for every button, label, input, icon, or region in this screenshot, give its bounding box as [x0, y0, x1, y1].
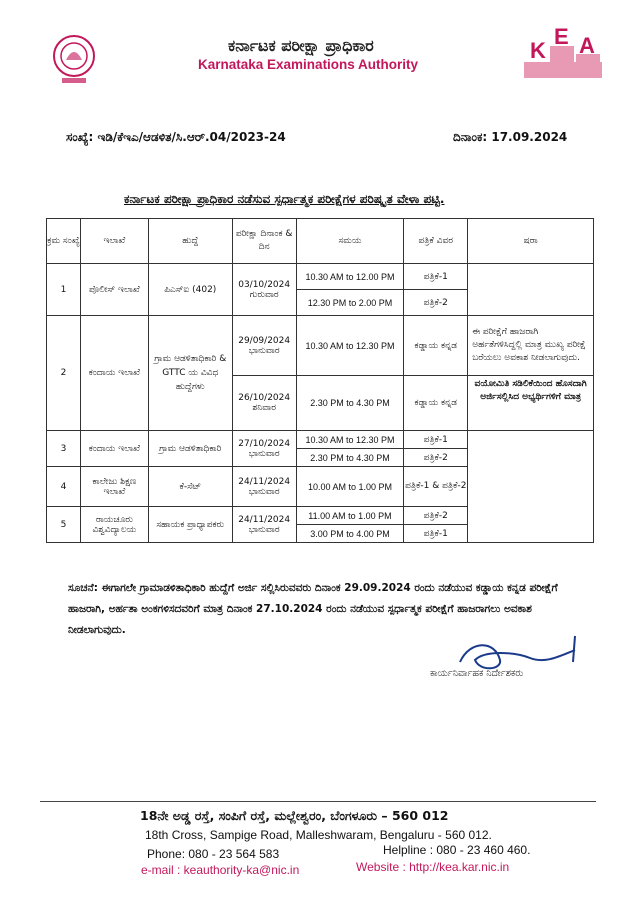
- cell-department: ಪೊಲೀಸ್ ಇಲಾಖೆ: [80, 264, 148, 316]
- cell-time: 11.00 AM to 1.00 PM: [296, 507, 404, 525]
- footer-divider: [40, 801, 596, 802]
- cell-serial: 4: [47, 467, 81, 507]
- notice-text: ಈಗಾಗಲೇ ಗ್ರಾಮಾಡಳಿತಾಧಿಕಾರಿ ಹುದ್ದೆಗೆ ಅರ್ಜಿ ಸಲ್ಲಿಸಿರುವವರು ದಿನಾಂಕ 29.09.2024 ರಂದು ನಡೆಯುವ ಕಡ್ಡಾಯ ಕನ್ನಡ ಪರೀಕ್ಷೆಗೆ ಹಾಜರಾಗಿ, ಅರ್ಹತಾ ಅಂಕಗಳಿಸದವರಿಗೆ ಮಾತ್ರ ದಿನಾಂಕ 27.10.2024 ರಂದು ನಡೆಯುವ ಸ್ಪರ್ಧಾತ್ಮಕ ಪರೀಕ್ಷೆಗೆ ಹಾಜರಾಗಲು ಅವಕಾಶ ನೀಡಲಾಗುವುದು.: [68, 582, 558, 636]
- cell-time: 10.00 AM to 1.00 PM: [296, 467, 404, 507]
- karnataka-emblem-icon: [50, 30, 98, 86]
- cell-serial: 5: [47, 507, 81, 543]
- footer-address-english: 18th Cross, Sampige Road, Malleshwaram, Bengaluru - 560 012.: [145, 828, 492, 842]
- footer-email-link[interactable]: e-mail : keauthority-ka@nic.in: [141, 863, 300, 877]
- reference-number: ಸಂಖ್ಯೆ: ಇಡಿ/ಕೆಇಎ/ಆಡಳಿತ/ಸಿ.ಆರ್.04/2023-24: [66, 130, 286, 144]
- cell-post: ಗ್ರಾಮ ಆಡಳಿತಾಧಿಕಾರಿ & GTTC ಯ ವಿವಿಧ ಹುದ್ದೆಗಳು: [148, 316, 232, 431]
- cell-post: ಪಿಎಸ್ಐ (402): [148, 264, 232, 316]
- cell-remarks: [468, 264, 594, 316]
- notice-label: ಸೂಚನೆ:: [68, 582, 98, 594]
- cell-serial: 3: [47, 431, 81, 467]
- cell-time: 10.30 AM to 12.00 PM: [296, 264, 404, 290]
- cell-paper: ಪತ್ರಿಕೆ-1: [404, 525, 468, 543]
- table-row: [47, 431, 594, 449]
- cell-department: ಕಂದಾಯ ಇಲಾಖೆ: [80, 431, 148, 467]
- cell-exam-date: [232, 507, 296, 543]
- cell-exam-date: [232, 431, 296, 467]
- cell-post: ಕೆ-ಸೆಟ್: [148, 467, 232, 507]
- cell-time: 12.30 PM to 2.00 PM: [296, 290, 404, 316]
- kea-logo-icon: [524, 24, 602, 82]
- cell-paper: ಪತ್ರಿಕೆ-2: [404, 449, 468, 467]
- svg-text:E: E: [554, 24, 569, 49]
- cell-paper: ಪತ್ರಿಕೆ-1: [404, 264, 468, 290]
- table-header-row: [47, 219, 594, 264]
- header-post: ಹುದ್ದೆ: [148, 219, 232, 264]
- cell-serial: 1: [47, 264, 81, 316]
- schedule-heading: ಕರ್ನಾಟಕ ಪರೀಕ್ಷಾ ಪ್ರಾಧಿಕಾರ ನಡೆಸುವ ಸ್ಪರ್ಧಾತ್ಮಕ ಪರೀಕ್ಷೆಗಳ ಪರಿಷ್ಕೃತ ವೇಳಾ ಪಟ್ಟಿ.: [124, 192, 445, 206]
- exam-date: 24/11/2024: [238, 476, 291, 487]
- header-serial: ಕ್ರಮ ಸಂಖ್ಯೆ: [47, 219, 81, 264]
- cell-post: ಸಹಾಯಕ ಪ್ರಾಧ್ಯಾಪಕರು: [148, 507, 232, 543]
- cell-paper: ಕಡ್ಡಾಯ ಕನ್ನಡ: [404, 316, 468, 376]
- cell-time: 2.30 PM to 4.30 PM: [296, 376, 404, 431]
- page-title-english: Karnataka Examinations Authority: [198, 57, 419, 72]
- cell-remarks: ವಯೋಮಿತಿ ಸಡಿಲಿಕೆಯಿಂದ ಹೊಸದಾಗಿ ಅರ್ಜಿಸಲ್ಲಿಸಿದ ಅಭ್ಯರ್ಥಿಗಳಿಗೆ ಮಾತ್ರ: [468, 376, 594, 431]
- cell-time: 2.30 PM to 4.30 PM: [296, 449, 404, 467]
- exam-day: ಶನಿವಾರ: [252, 403, 276, 413]
- cell-exam-date: [232, 316, 296, 376]
- svg-text:A: A: [579, 33, 595, 58]
- header-remarks: ಷರಾ: [468, 219, 594, 264]
- page-title-kannada: ಕರ್ನಾಟಕ ಪರೀಕ್ಷಾ ಪ್ರಾಧಿಕಾರ: [228, 36, 374, 55]
- cell-department: ರಾಯಚೂರು ವಿಶ್ವವಿದ್ಯಾಲಯ: [80, 507, 148, 543]
- exam-date: 27/10/2024: [238, 438, 291, 449]
- table-row: [47, 264, 594, 290]
- header-paper: ಪತ್ರಿಕೆ ವಿವರ: [404, 219, 468, 264]
- exam-date: 29/09/2024: [238, 335, 291, 346]
- exam-day: ಭಾನುವಾರ: [248, 345, 280, 356]
- footer-website-link[interactable]: Website : http://kea.kar.nic.in: [356, 860, 510, 874]
- cell-time: 3.00 PM to 4.00 PM: [296, 525, 404, 543]
- signatory-title: ಕಾರ್ಯನಿರ್ವಾಹಕ ನಿರ್ದೇಶಕರು: [430, 668, 524, 679]
- cell-exam-date: [232, 376, 296, 431]
- cell-serial: 2: [47, 316, 81, 431]
- cell-paper: ಪತ್ರಿಕೆ-1 & ಪತ್ರಿಕೆ-2: [404, 467, 468, 507]
- cell-remarks: [468, 431, 594, 543]
- cell-department: ಕಾಲೇಜು ಶಿಕ್ಷಣ ಇಲಾಖೆ: [80, 467, 148, 507]
- cell-exam-date: [232, 264, 296, 316]
- exam-day: ಭಾನುವಾರ: [248, 486, 280, 497]
- header-exam-date: ಪರೀಕ್ಷಾ ದಿನಾಂಕ & ದಿನ: [232, 219, 296, 264]
- document-date: ದಿನಾಂಕ: 17.09.2024: [453, 130, 568, 144]
- cell-paper: ಪತ್ರಿಕೆ-2: [404, 290, 468, 316]
- exam-date: 24/11/2024: [238, 514, 291, 525]
- exam-schedule-table: [46, 218, 594, 543]
- cell-paper: ಕಡ್ಡಾಯ ಕನ್ನಡ: [404, 376, 468, 431]
- exam-day: ಭಾನುವಾರ: [248, 524, 280, 535]
- cell-time: 10.30 AM to 12.30 PM: [296, 316, 404, 376]
- cell-post: ಗ್ರಾಮ ಆಡಳಿತಾಧಿಕಾರಿ: [148, 431, 232, 467]
- footer-address-kannada: 18ನೇ ಅಡ್ಡ ರಸ್ತೆ, ಸಂಪಿಗೆ ರಸ್ತೆ, ಮಲ್ಲೇಶ್ವರಂ, ಬೆಂಗಳೂರು – 560 012: [140, 808, 449, 823]
- svg-text:K: K: [530, 38, 546, 63]
- exam-date: 26/10/2024: [238, 393, 291, 403]
- cell-paper: ಪತ್ರಿಕೆ-2: [404, 507, 468, 525]
- exam-date: 03/10/2024: [238, 279, 291, 290]
- header-time: ಸಮಯ: [296, 219, 404, 264]
- exam-day: ಗುರುವಾರ: [249, 289, 279, 300]
- cell-exam-date: [232, 467, 296, 507]
- cell-remarks: ಈ ಪರೀಕ್ಷೆಗೆ ಹಾಜರಾಗಿ ಅರ್ಹತೆಗಳಿಸಿದ್ದಲ್ಲಿ ಮಾತ್ರ ಮುಖ್ಯ ಪರೀಕ್ಷೆ ಬರೆಯಲು ಅವಕಾಶ ನೀಡಲಾಗುವುದು.: [468, 316, 594, 376]
- cell-time: 10.30 AM to 12.30 PM: [296, 431, 404, 449]
- cell-paper: ಪತ್ರಿಕೆ-1: [404, 431, 468, 449]
- header-department: ಇಲಾಖೆ: [80, 219, 148, 264]
- cell-department: ಕಂದಾಯ ಇಲಾಖೆ: [80, 316, 148, 431]
- table-row: [47, 316, 594, 376]
- exam-day: ಭಾನುವಾರ: [248, 448, 280, 459]
- footer-helpline: Helpline : 080 - 23 460 460.: [383, 843, 531, 857]
- footer-phone: Phone: 080 - 23 564 583: [147, 847, 280, 861]
